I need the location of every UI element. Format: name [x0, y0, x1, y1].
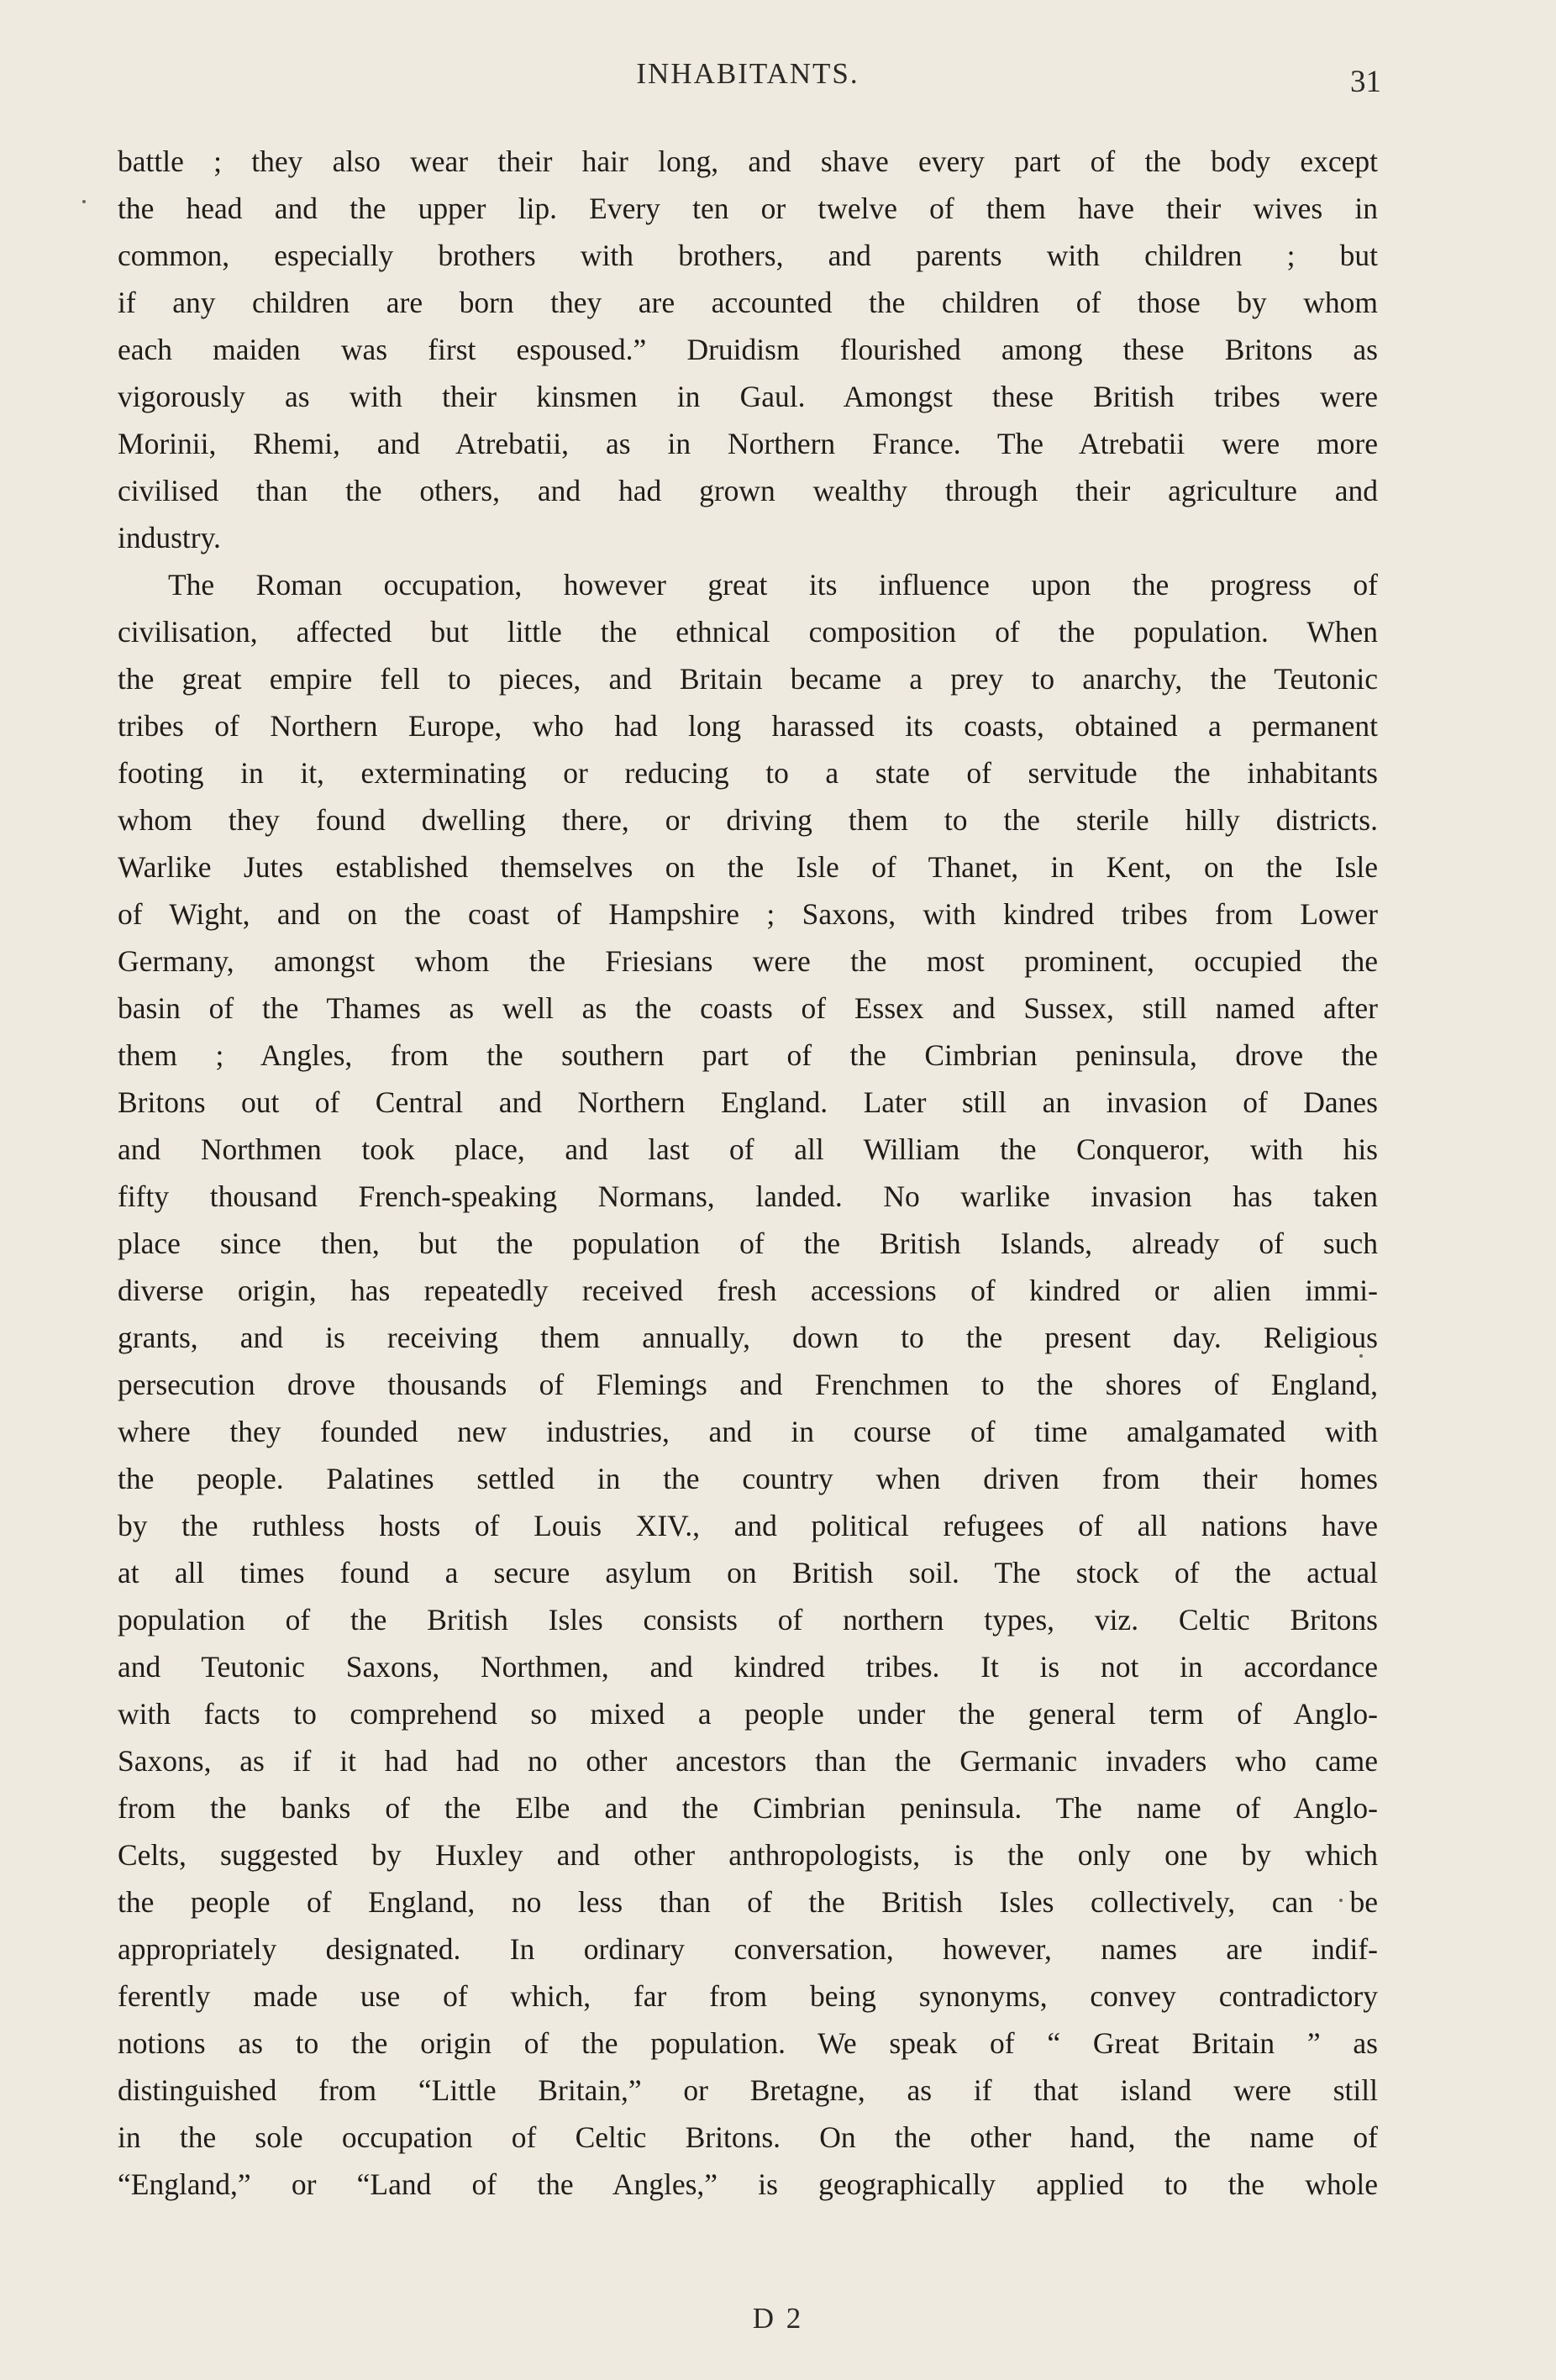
margin-speck — [82, 200, 86, 203]
text-line: the people of England, no less than of the British Isles collectively, can be — [118, 1885, 1378, 1919]
running-title: INHABITANTS. — [636, 57, 859, 90]
text-line: “England,” or “Land of the Angles,” is geographically applied to the whole — [118, 2167, 1378, 2201]
text-line: grants, and is receiving them annually, down to the present day. Religious — [118, 1321, 1378, 1354]
text-line: industry. — [118, 521, 221, 554]
paragraph-start-line: The Roman occupation, however great its influence upon the progress of — [168, 568, 1378, 602]
text-line: Warlike Jutes established themselves on the Isle of Thanet, in Kent, on the Isle — [118, 850, 1378, 884]
text-line: Germany, amongst whom the Friesians were the most prominent, occupied the — [118, 944, 1378, 978]
text-line: of Wight, and on the coast of Hampshire ; Saxons, with kindred tribes from Lower — [118, 897, 1378, 931]
text-line: the head and the upper lip. Every ten or twelve of them have their wives in — [118, 192, 1378, 225]
text-line: Celts, suggested by Huxley and other anthropologists, is the only one by which — [118, 1838, 1378, 1872]
text-line: in the sole occupation of Celtic Britons. On the other hand, the name of — [118, 2120, 1378, 2154]
text-line: whom they found dwelling there, or driving them to the sterile hilly districts. — [118, 803, 1378, 837]
text-line: ferently made use of which, far from being synonyms, convey contradictory — [118, 1979, 1378, 2013]
text-line: vigorously as with their kinsmen in Gaul. Amongst these British tribes were — [118, 380, 1378, 413]
text-line: population of the British Isles consists of northern types, viz. Celtic Britons — [118, 1603, 1378, 1637]
text-line: place since then, but the population of the British Islands, already of such — [118, 1227, 1378, 1260]
text-line: the people. Palatines settled in the country when driven from their homes — [118, 1462, 1378, 1495]
text-line: distinguished from “Little Britain,” or Bretagne, as if that island were still — [118, 2073, 1378, 2107]
text-line: each maiden was first espoused.” Druidism flourished among these Britons as — [118, 333, 1378, 366]
text-line: and Teutonic Saxons, Northmen, and kindred tribes. It is not in accordance — [118, 1650, 1378, 1684]
text-line: Saxons, as if it had had no other ancestors than the Germanic invaders who came — [118, 1744, 1378, 1778]
text-line: where they founded new industries, and in course of time amalgamated with — [118, 1415, 1378, 1448]
text-line: battle ; they also wear their hair long, and shave every part of the body except — [118, 144, 1378, 178]
text-line: by the ruthless hosts of Louis XIV., and political refugees of all nations have — [118, 1509, 1378, 1542]
text-line: if any children are born they are accounted the children of those by whom — [118, 286, 1378, 319]
text-line: with facts to comprehend so mixed a people under the general term of Anglo- — [118, 1697, 1378, 1731]
text-line: fifty thousand French-speaking Normans, landed. No warlike invasion has taken — [118, 1179, 1378, 1213]
body-text — [118, 138, 1378, 2208]
signature-mark: D 2 — [752, 2302, 804, 2335]
text-line: diverse origin, has repeatedly received fresh accessions of kindred or alien immi- — [118, 1274, 1378, 1307]
text-line: persecution drove thousands of Flemings and Frenchmen to the shores of England, — [118, 1368, 1378, 1401]
text-line: notions as to the origin of the population. We speak of “ Great Britain ” as — [118, 2026, 1378, 2060]
text-line: civilisation, affected but little the ethnical composition of the population. When — [118, 615, 1378, 649]
running-head — [118, 52, 1381, 102]
text-line: common, especially brothers with brothers, and parents with children ; but — [118, 239, 1378, 272]
text-line: Morinii, Rhemi, and Atrebatii, as in Northern France. The Atrebatii were more — [118, 427, 1378, 460]
text-line: appropriately designated. In ordinary conversation, however, names are indif- — [118, 1932, 1378, 1966]
text-line: from the banks of the Elbe and the Cimbrian peninsula. The name of Anglo- — [118, 1791, 1378, 1825]
text-line: them ; Angles, from the southern part of the Cimbrian peninsula, drove the — [118, 1038, 1378, 1072]
text-line: at all times found a secure asylum on British soil. The stock of the actual — [118, 1556, 1378, 1589]
text-line: tribes of Northern Europe, who had long harassed its coasts, obtained a permanent — [118, 709, 1378, 743]
text-line: basin of the Thames as well as the coasts of Essex and Sussex, still named after — [118, 991, 1378, 1025]
text-line: and Northmen took place, and last of all William the Conqueror, with his — [118, 1132, 1378, 1166]
text-line: Britons out of Central and Northern England. Later still an invasion of Danes — [118, 1085, 1378, 1119]
page-number: 31 — [1350, 65, 1381, 99]
text-line: the great empire fell to pieces, and Britain became a prey to anarchy, the Teutonic — [118, 662, 1378, 696]
text-line: footing in it, exterminating or reducing to a state of servitude the inhabitants — [118, 756, 1378, 790]
text-line: civilised than the others, and had grown wealthy through their agriculture and — [118, 474, 1378, 507]
